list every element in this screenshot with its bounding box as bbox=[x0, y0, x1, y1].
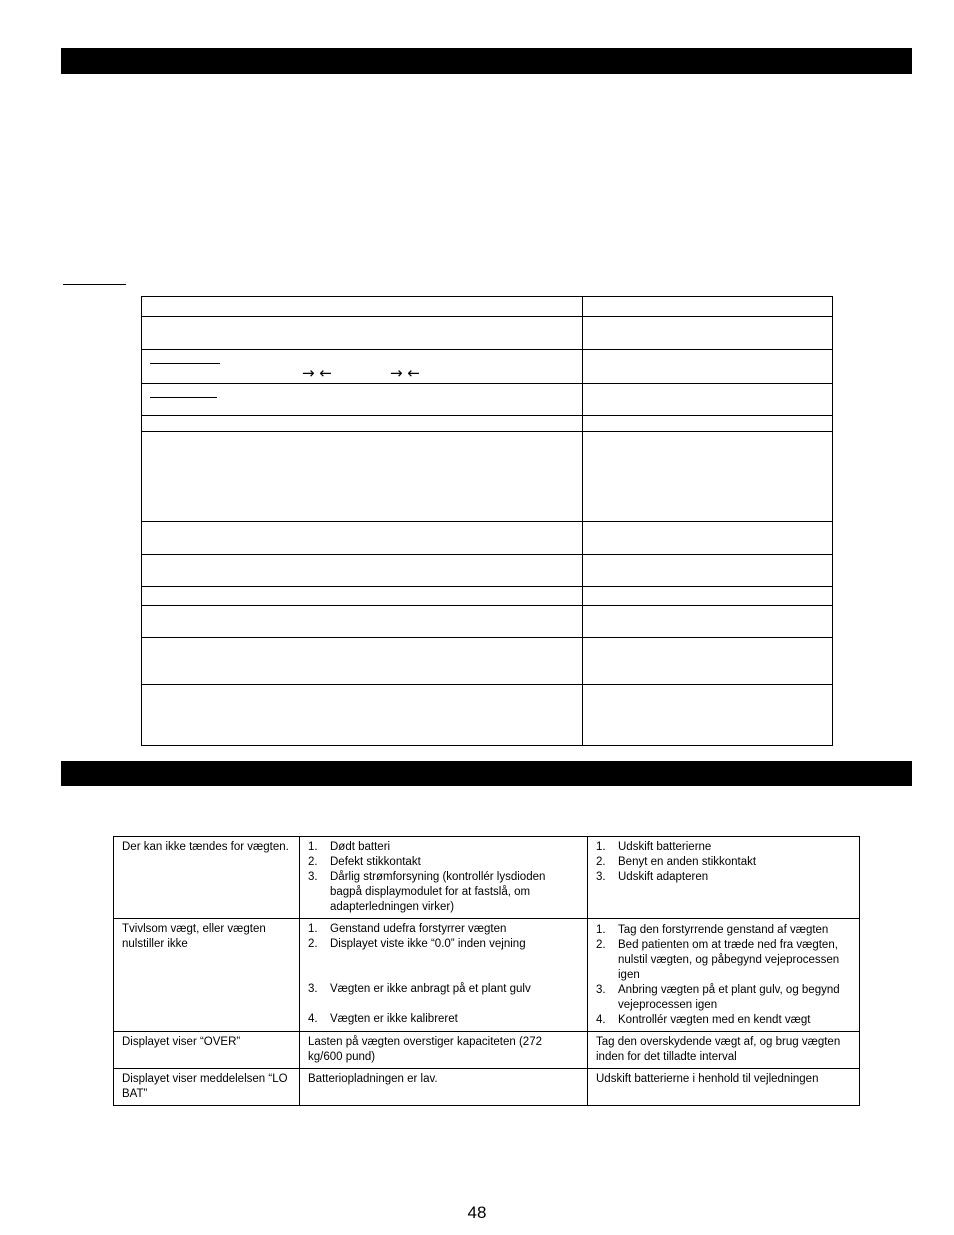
cause-cell bbox=[300, 919, 588, 1032]
upper-table-row bbox=[142, 416, 833, 432]
list-item: 2. Benyt en anden stikkontakt bbox=[596, 856, 757, 868]
cell-underline bbox=[150, 397, 217, 398]
upper-table-row bbox=[142, 606, 833, 638]
list-item: 3. Vægten er ikke anbragt på et plant gulv bbox=[308, 983, 531, 995]
list-item: 1. Genstand udefra forstyrrer vægten bbox=[308, 923, 507, 935]
table-row bbox=[114, 1069, 860, 1106]
list-item: 3. Anbring vægten på et plant gulv, og begynd vejeprocessen igen bbox=[596, 984, 840, 1011]
list-item: 3. Udskift adapteren bbox=[596, 871, 709, 883]
list-item: 3. Dårlig strømforsyning (kontrollér lysdioden bagpå displaymodulet for at fastslå, om adapterledningen virker) bbox=[308, 871, 546, 913]
cause-cell: Batteriopladningen er lav. bbox=[300, 1069, 588, 1106]
upper-table-row bbox=[142, 685, 833, 746]
list-item: 2. Displayet viste ikke “0.0” inden vejning bbox=[308, 938, 526, 950]
section-header-bar-top bbox=[61, 48, 912, 74]
table-row bbox=[114, 837, 860, 919]
arrows-symbol: → ← bbox=[302, 364, 332, 382]
subheading-underline bbox=[63, 284, 126, 285]
troubleshooting-table bbox=[113, 836, 860, 1106]
list-item: 1. Tag den forstyrrende genstand af vægten bbox=[596, 924, 829, 936]
upper-table-row bbox=[142, 317, 833, 350]
problem-cell: Displayet viser “OVER” bbox=[114, 1032, 300, 1069]
cause-cell: Lasten på vægten overstiger kapaciteten (272 kg/600 pund) bbox=[300, 1032, 588, 1069]
upper-table-row bbox=[142, 522, 833, 555]
solution-cell bbox=[588, 919, 860, 1032]
solution-cell: Tag den overskydende vægt af, og brug vægten inden for det tilladte interval bbox=[588, 1032, 860, 1069]
section-header-bar-troubleshooting bbox=[61, 761, 912, 786]
list-item: 4. Kontrollér vægten med en kendt vægt bbox=[596, 1014, 811, 1026]
cell-underline bbox=[150, 363, 220, 364]
upper-table-row bbox=[142, 350, 833, 384]
page-number: 48 bbox=[467, 1203, 487, 1222]
table-row bbox=[114, 1032, 860, 1069]
arrows-symbol: → ← bbox=[390, 364, 420, 382]
list-item: 1. Udskift batterierne bbox=[596, 841, 712, 853]
upper-table bbox=[141, 296, 833, 746]
problem-cell: Displayet viser meddelelsen “LO BAT” bbox=[114, 1069, 300, 1106]
list-item: 2. Bed patienten om at træde ned fra vægten, nulstil vægten, og påbegynd vejeprocessen igen bbox=[596, 939, 840, 981]
solution-cell bbox=[588, 837, 860, 919]
upper-table-row bbox=[142, 384, 833, 416]
upper-table-row bbox=[142, 555, 833, 587]
table-row bbox=[114, 919, 860, 1032]
problem-cell: Tvivlsom vægt, eller vægten nulstiller ikke bbox=[114, 919, 300, 1032]
cause-cell bbox=[300, 837, 588, 919]
problem-cell: Der kan ikke tændes for vægten. bbox=[114, 837, 300, 919]
upper-table-row bbox=[142, 297, 833, 317]
list-item: 2. Defekt stikkontakt bbox=[308, 856, 421, 868]
upper-table-row bbox=[142, 638, 833, 685]
list-item: 4. Vægten er ikke kalibreret bbox=[308, 1013, 458, 1025]
upper-table-row bbox=[142, 587, 833, 606]
solution-cell: Udskift batterierne i henhold til vejledningen bbox=[588, 1069, 860, 1106]
list-item: 1. Dødt batteri bbox=[308, 841, 391, 853]
upper-table-row bbox=[142, 432, 833, 522]
